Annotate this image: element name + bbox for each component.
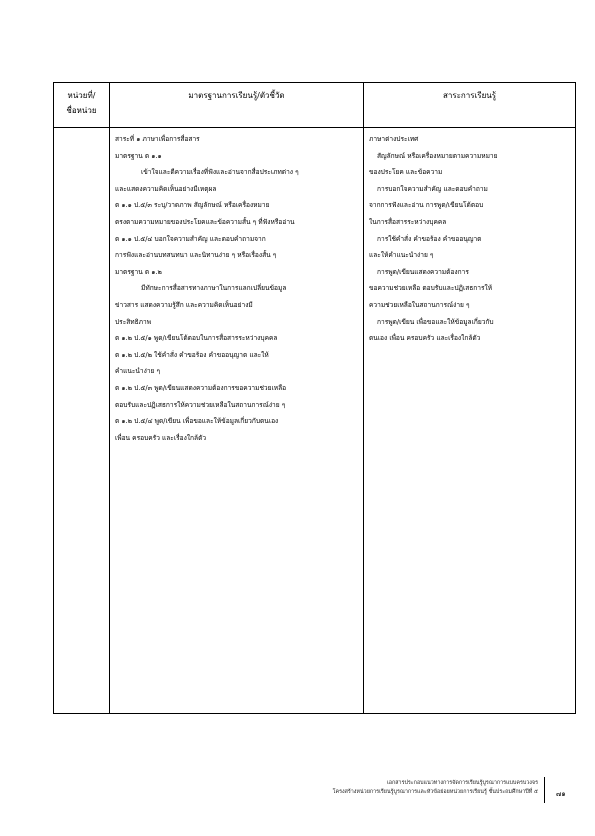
standards-line: มาตรฐาน ต ๑.๑ [115,151,162,160]
page-number: ๗๑ [556,790,566,798]
standards-line: เข้าใจและตีความเรื่องที่ฟังและอ่านจากสื่อประเภทต่าง ๆ [141,168,299,177]
header-unit-line-2: ชื่อหน่วย [66,106,97,115]
content-line: การบอกใจความสำคัญ และตอบคำถาม [377,184,488,193]
header-content-label: สาระการเรียนรู้ [442,91,497,100]
footer-line-2: โครงสร้างหน่วยการเรียนรู้บูรณาการและหัวข้อย่อยหน่วยการเรียนรู้ ชั้นประถมศึกษาปีที่ ๕ [332,789,538,795]
table-header-row [54,83,576,128]
standards-line: ต ๑.๒ ป.๕/๒ ใช้คำสั่ง คำขอร้อง คำขออนุญาต และให้ [115,350,269,359]
unit-cell-text [54,128,109,131]
content-line: การพูด/เขียนแสดงความต้องการ [377,267,469,276]
standards-line: มีทักษะการสื่อสารทางภาษาในการแลกเปลี่ยนข้อมูล [141,284,287,293]
content-line: ขอความช่วยเหลือ ตอบรับและปฏิเสธการให้ [369,284,493,293]
standards-line: การฟังและอ่านบทสนทนา และนิทานง่าย ๆ หรือเรื่องสั้น ๆ [115,251,277,260]
standards-line: มาตรฐาน ต ๑.๒ [115,267,162,276]
standards-line: ต ๑.๒ ป.๕/๑ พูด/เขียนโต้ตอบในการสื่อสารระหว่างบุคคล [115,334,278,343]
header-unit-line-1: หน่วยที่/ [67,91,96,100]
standards-line: ตรงตามความหมายของประโยคและข้อความสั้น ๆ ที่ฟังหรืออ่าน [115,217,295,226]
page-footer [200,779,538,797]
standards-line: คำแนะนำง่าย ๆ [115,367,161,376]
standards-line: ประสิทธิภาพ [115,317,152,326]
standards-line: ต ๑.๑ ป.๕/๓ ระบุ/วาดภาพ สัญลักษณ์ หรือเครื่องหมาย [115,201,270,210]
header-content [364,83,576,128]
content-cell [364,128,576,714]
content-line: ตนเอง เพื่อน ครอบครัว และเรื่องใกล้ตัว [369,334,481,343]
standards-cell [110,128,364,714]
header-standards [110,83,364,128]
standards-line: และแสดงความคิดเห็นอย่างมีเหตุผล [115,184,217,193]
unit-cell [54,128,110,714]
header-standards-label: มาตรฐานการเรียนรู้/ตัวชี้วัด [188,91,285,100]
standards-line: ต ๑.๒ ป.๕/๓ พูด/เขียนแสดงความต้องการขอความช่วยเหลือ [115,383,287,392]
curriculum-table [53,82,576,714]
footer-line-1: เอกสารประกอบแนวทางการจัดการเรียนรู้บูรณาการแบบครบวงจร [386,780,538,786]
content-line: ในการสื่อสารระหว่างบุคคล [369,217,447,226]
header-unit [54,83,110,128]
content-line: ความช่วยเหลือในสถานการณ์ง่าย ๆ [369,300,470,309]
standards-line: ตอบรับและปฏิเสธการให้ความช่วยเหลือในสถานการณ์ง่าย ๆ [115,400,286,409]
content-line: การใช้คำสั่ง คำขอร้อง คำขออนุญาต [377,234,482,243]
standards-line: ข่าวสาร แสดงความรู้สึก และความคิดเห็นอย่างมี [115,300,253,309]
content-line: ของประโยค และข้อความ [369,168,443,177]
content-line: และให้คำแนะนำง่าย ๆ [369,251,434,260]
content-line: จากการฟังและอ่าน การพูด/เขียนโต้ตอบ [369,201,484,210]
standards-line: สาระที่ ๑ ภาษาเพื่อการสื่อสาร [115,135,200,143]
content-line: สัญลักษณ์ หรือเครื่องหมายตามความหมาย [377,151,498,160]
footer-divider [544,777,545,803]
standards-line: เพื่อน ครอบครัว และเรื่องใกล้ตัว [115,433,207,442]
standards-line: ต ๑.๑ ป.๕/๔ บอกใจความสำคัญ และตอบคำถามจาก [115,234,266,243]
table-row [54,128,576,714]
content-line: การพูด/เขียน เพื่อขอและให้ข้อมูลเกี่ยวกับ [377,317,494,326]
content-line: ภาษาต่างประเทศ [369,135,419,143]
standards-line: ต ๑.๒ ป.๕/๔ พูด/เขียน เพื่อขอและให้ข้อมูลเกี่ยวกับตนเอง [115,417,279,426]
